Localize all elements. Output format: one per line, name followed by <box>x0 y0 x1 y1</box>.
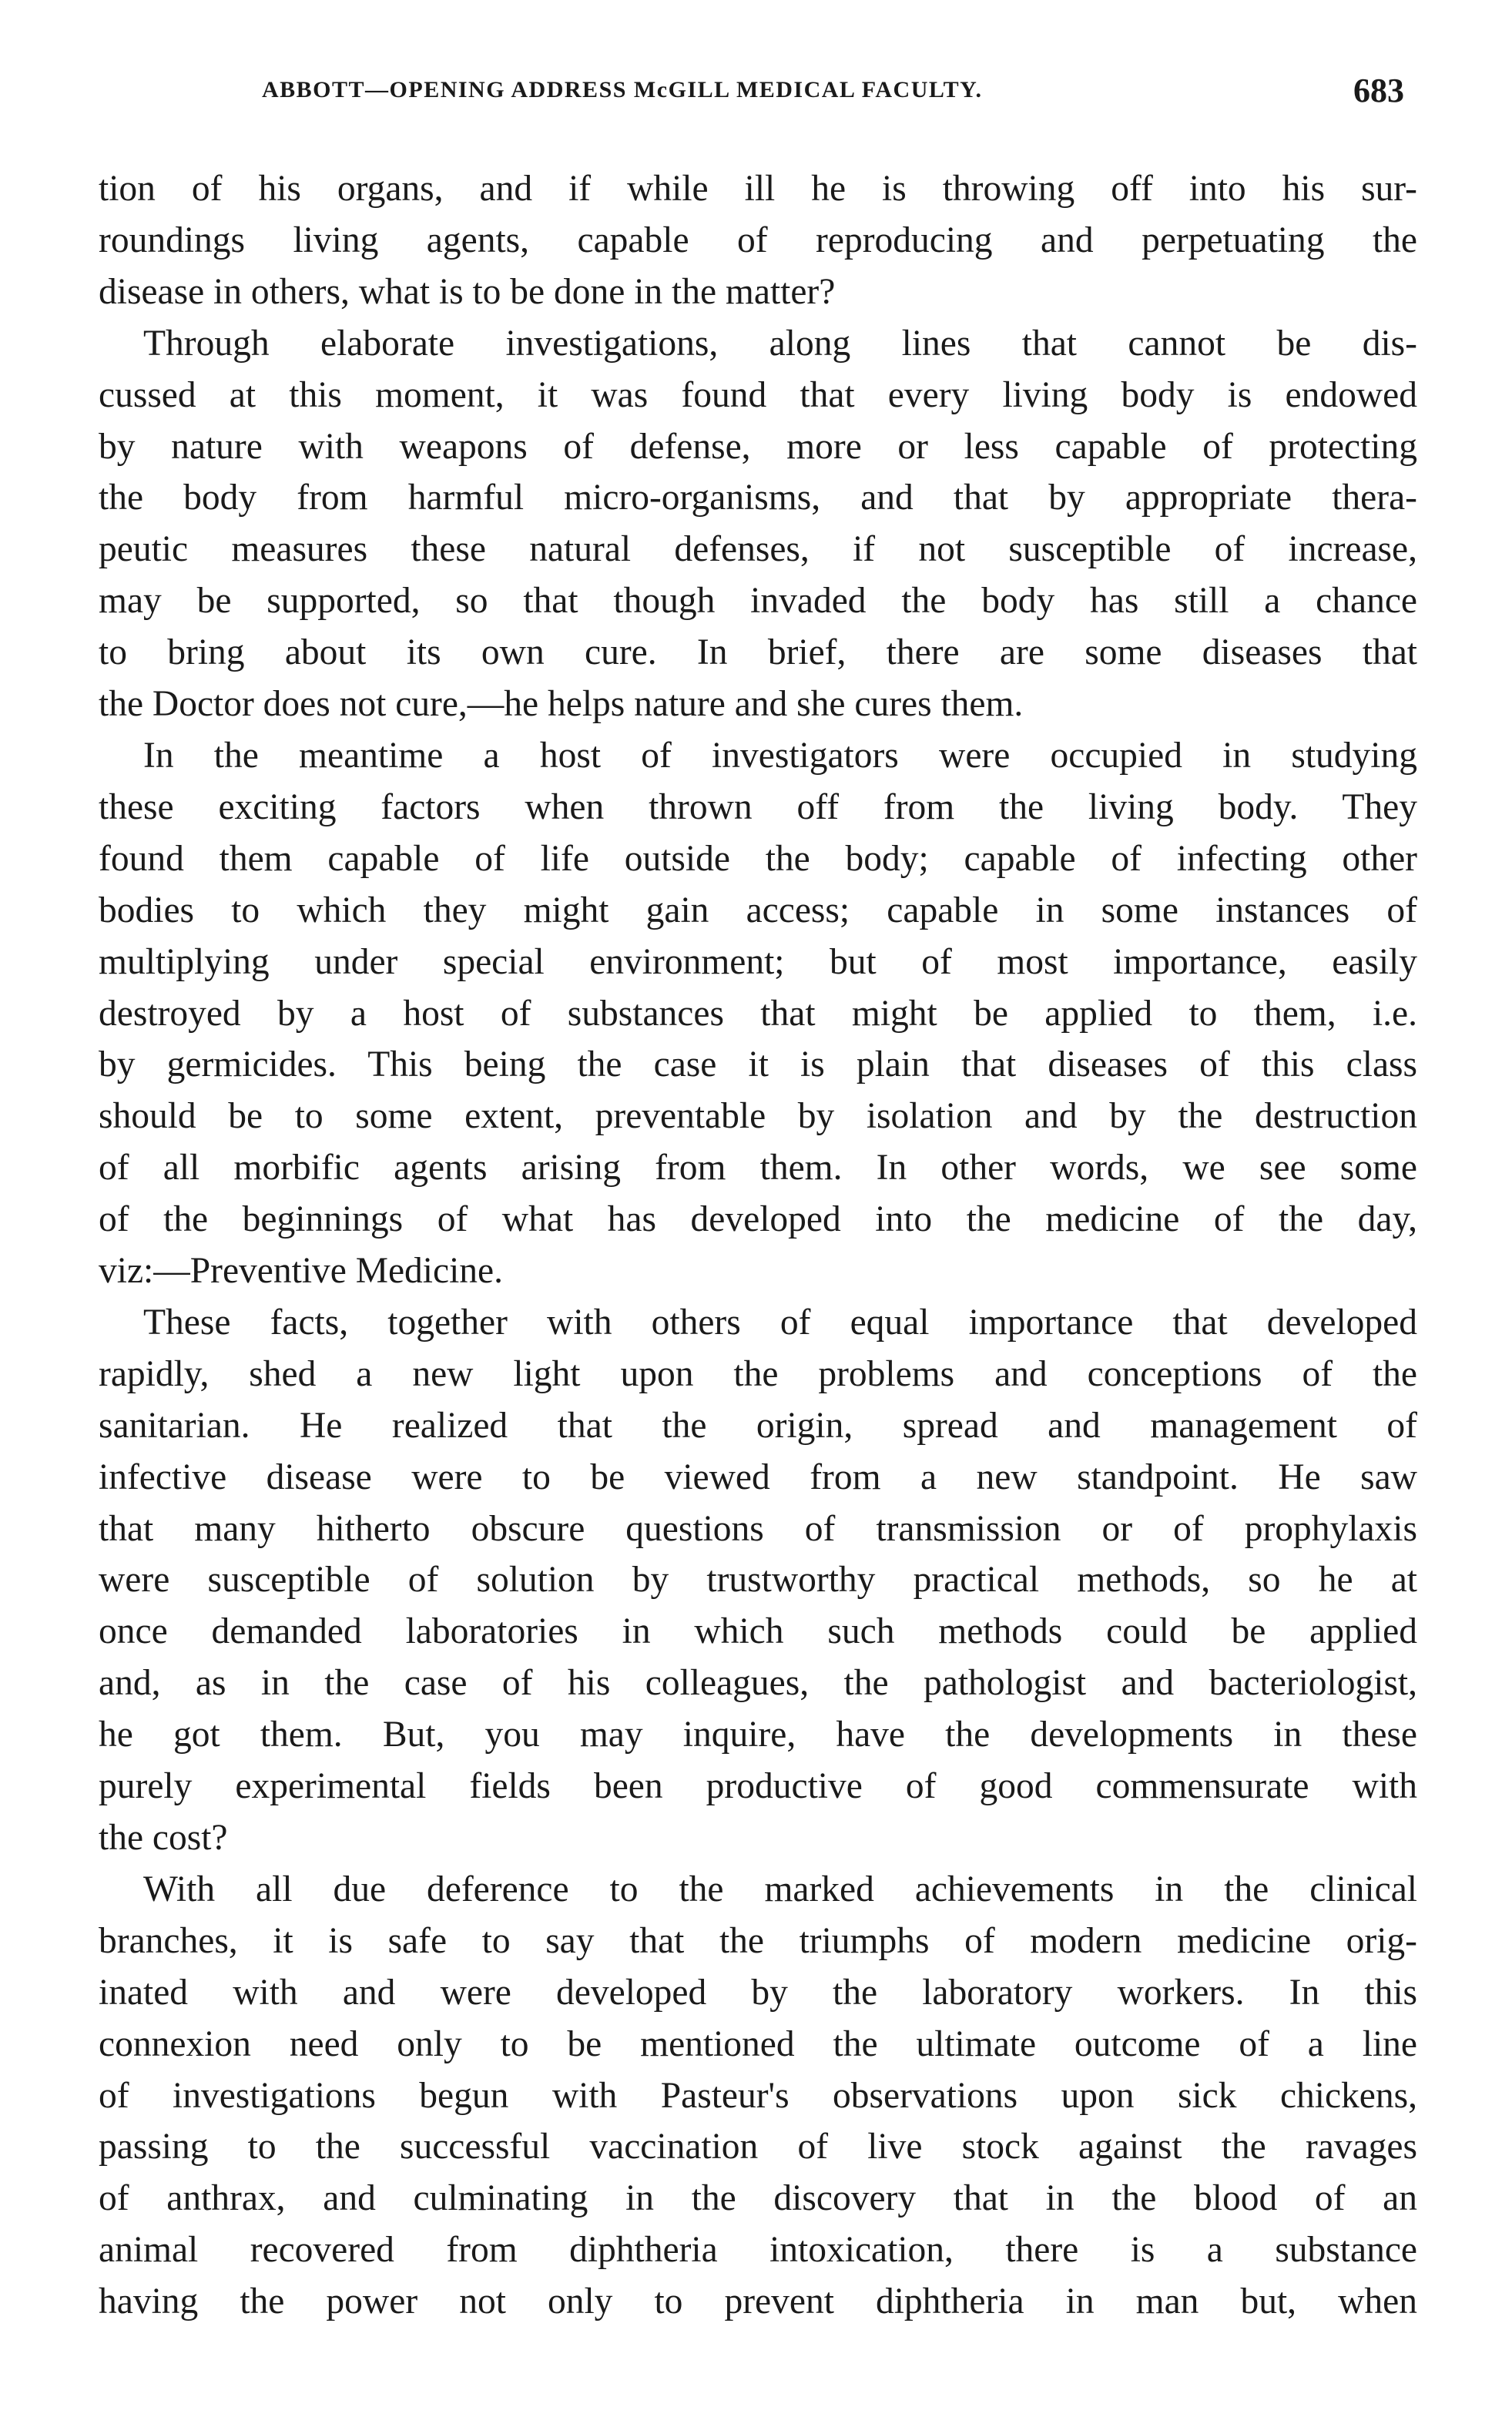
text-line: passing to the successful vaccination of live stock against the ravages <box>99 2127 1417 2167</box>
paragraph <box>99 318 1417 730</box>
text-line: of anthrax, and culminating in the discovery that in the blood of an <box>99 2178 1417 2219</box>
text-line: of the beginnings of what has developed into the medicine of the day, <box>99 1199 1417 1240</box>
text-line: bodies to which they might gain access; capable in some instances of <box>99 890 1417 930</box>
text-line: of investigations begun with Pasteur's observations upon sick chickens, <box>99 2075 1417 2116</box>
text-line: he got them. But, you may inquire, have the developments in these <box>99 1715 1417 1755</box>
paragraph <box>99 730 1417 1297</box>
body-text <box>99 163 1417 2328</box>
text-line: to bring about its own cure. In brief, there are some diseases that <box>99 632 1417 673</box>
text-line: having the power not only to prevent diphtheria in man but, when <box>99 2281 1417 2322</box>
text-line: destroyed by a host of substances that might be applied to them, i.e. <box>99 993 1417 1034</box>
text-line: may be supported, so that though invaded the body has still a chance <box>99 581 1417 622</box>
text-line: In the meantime a host of investigators were occupied in studying <box>143 735 1417 776</box>
text-line: branches, it is safe to say that the triumphs of modern medicine orig- <box>99 1920 1417 1961</box>
text-line: once demanded laboratories in which such methods could be applied <box>99 1611 1417 1652</box>
text-line: Through elaborate investigations, along lines that cannot be dis- <box>143 323 1417 364</box>
text-line: tion of his organs, and if while ill he is throwing off into his sur- <box>99 169 1417 209</box>
text-line: these exciting factors when thrown off from the living body. They <box>99 786 1417 827</box>
text-line: disease in others, what is to be done in the matter? <box>99 271 836 312</box>
text-line: cussed at this moment, it was found that every living body is endowed <box>99 374 1417 415</box>
text-line: With all due deference to the marked achievements in the clinical <box>143 1869 1417 1909</box>
text-line: inated with and were developed by the laboratory workers. In this <box>99 1972 1417 2013</box>
text-line: multiplying under special environment; but of most importance, easily <box>99 941 1417 982</box>
text-line: should be to some extent, preventable by isolation and by the destruction <box>99 1096 1417 1137</box>
text-line: that many hitherto obscure questions of transmission or of prophylaxis <box>99 1508 1417 1549</box>
text-line: by germicides. This being the case it is plain that diseases of this class <box>99 1044 1417 1085</box>
paragraph <box>99 1864 1417 2328</box>
text-line: were susceptible of solution by trustworthy practical methods, so he at <box>99 1560 1417 1601</box>
text-line: viz:—Preventive Medicine. <box>99 1251 503 1292</box>
text-line: the body from harmful micro-organisms, and that by appropriate thera- <box>99 478 1417 518</box>
text-line: purely experimental fields been productive of good commensurate with <box>99 1766 1417 1807</box>
text-line: sanitarian. He realized that the origin, spread and management of <box>99 1405 1417 1446</box>
running-head: ABBOTT—OPENING ADDRESS McGILL MEDICAL FACULTY. <box>262 77 983 102</box>
page-header <box>116 71 1404 117</box>
text-line: the Doctor does not cure,—he helps nature and she cures them. <box>99 684 1024 725</box>
text-line: roundings living agents, capable of reproducing and perpetuating the <box>99 220 1417 260</box>
text-line: found them capable of life outside the body; capable of infecting other <box>99 838 1417 879</box>
text-line: peutic measures these natural defenses, if not susceptible of increase, <box>99 529 1417 570</box>
text-line: animal recovered from diphtheria intoxication, there is a substance <box>99 2230 1417 2271</box>
text-line: the cost? <box>99 1818 228 1858</box>
text-line: by nature with weapons of defense, more or less capable of protecting <box>99 426 1417 467</box>
paragraph <box>99 1297 1417 1864</box>
text-line: These facts, together with others of equal importance that developed <box>143 1302 1417 1343</box>
paragraph <box>99 163 1417 318</box>
text-line: infective disease were to be viewed from a new standpoint. He saw <box>99 1457 1417 1497</box>
text-line: rapidly, shed a new light upon the problems and conceptions of the <box>99 1353 1417 1394</box>
text-line: and, as in the case of his colleagues, the pathologist and bacteriologist, <box>99 1663 1417 1704</box>
text-line: of all morbific agents arising from them. In other words, we see some <box>99 1148 1417 1188</box>
text-line: connexion need only to be mentioned the ultimate outcome of a line <box>99 2023 1417 2064</box>
page-number: 683 <box>1353 72 1404 109</box>
